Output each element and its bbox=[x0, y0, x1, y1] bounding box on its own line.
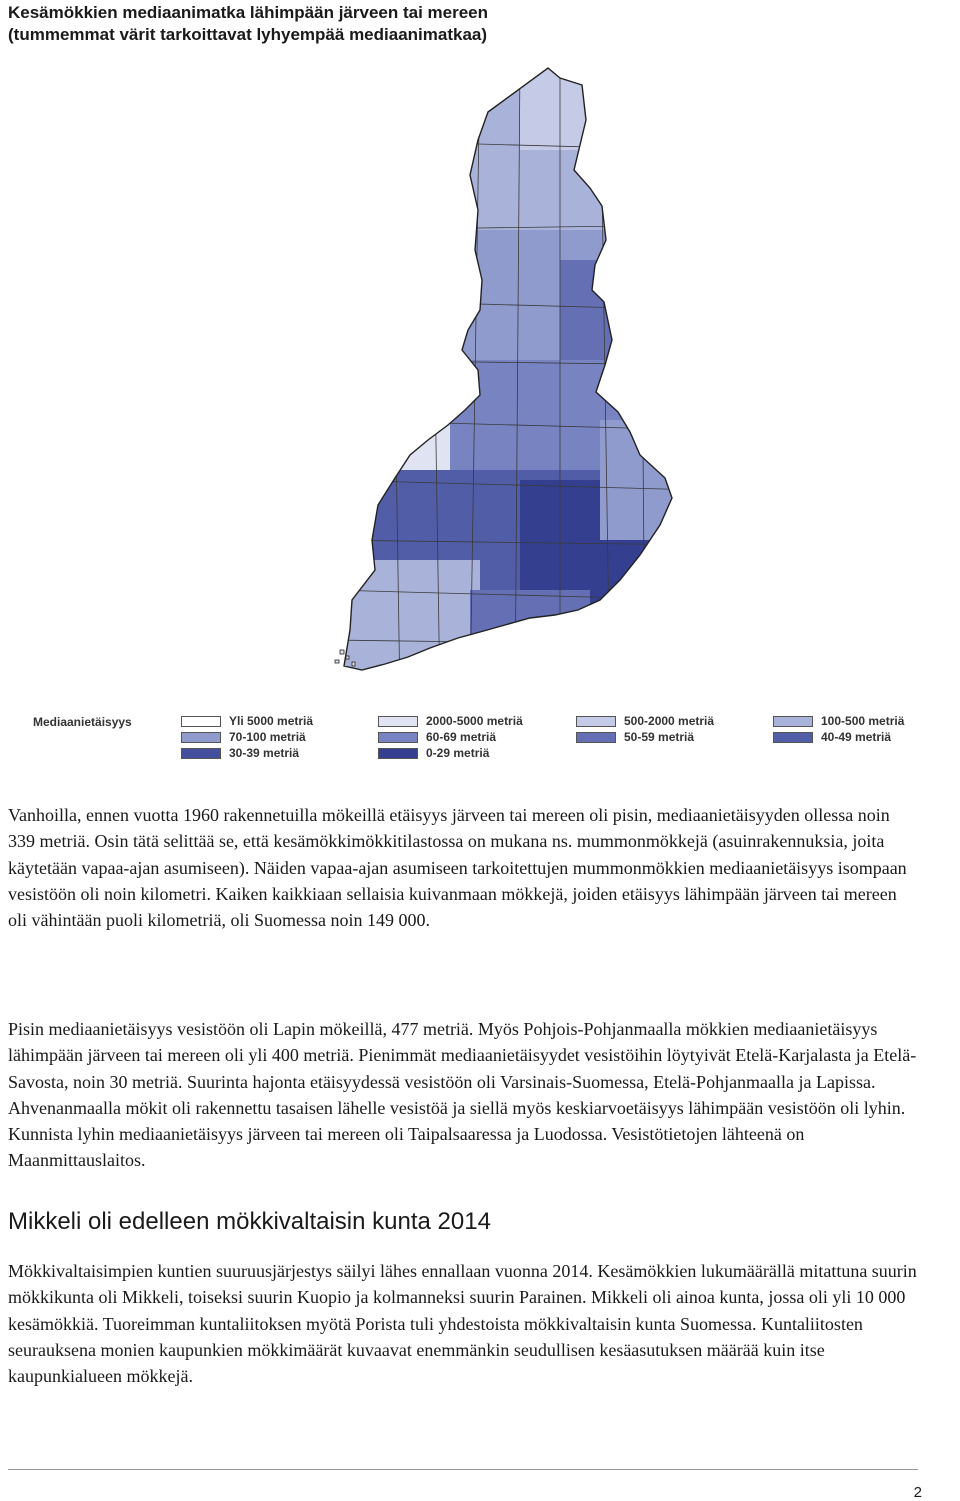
legend-label-8: 30-39 metriä bbox=[229, 746, 300, 760]
legend-item-2 bbox=[576, 713, 714, 729]
map-svg bbox=[0, 52, 960, 712]
footer-rule bbox=[8, 1469, 918, 1470]
legend-item-0 bbox=[181, 713, 313, 729]
legend-swatch-9 bbox=[378, 748, 418, 759]
legend-label-5: 60-69 metriä bbox=[426, 730, 497, 744]
legend-swatch-3 bbox=[773, 716, 813, 727]
legend-item-7 bbox=[773, 729, 891, 745]
map-regions bbox=[330, 60, 690, 680]
map-legend bbox=[0, 708, 960, 768]
legend-item-3 bbox=[773, 713, 904, 729]
legend-label-4: 70-100 metriä bbox=[229, 730, 306, 744]
legend-label-7: 40-49 metriä bbox=[821, 730, 892, 744]
finland-choropleth-map bbox=[0, 52, 960, 712]
legend-label-2: 500-2000 metriä bbox=[624, 714, 715, 728]
map-region-lapland-south bbox=[330, 230, 690, 360]
map-region-south bbox=[470, 590, 590, 680]
legend-label-0: Yli 5000 metriä bbox=[229, 714, 314, 728]
legend-item-9 bbox=[378, 745, 489, 761]
legend-item-1 bbox=[378, 713, 523, 729]
section-heading: Mikkeli oli edelleen mökkivaltaisin kunta 2014 bbox=[8, 1208, 491, 1235]
map-region-lapland-northwest bbox=[330, 60, 425, 230]
legend-item-5 bbox=[378, 729, 496, 745]
legend-title: Mediaanietäisyys bbox=[33, 715, 132, 729]
figure-title-line1: Kesämökkien mediaanimatka lähimpään järveen tai mereen bbox=[8, 3, 489, 22]
legend-swatch-7 bbox=[773, 732, 813, 743]
legend-item-8 bbox=[181, 745, 299, 761]
legend-label-9: 0-29 metriä bbox=[426, 746, 490, 760]
figure-title bbox=[8, 2, 908, 46]
legend-swatch-1 bbox=[378, 716, 418, 727]
legend-swatch-6 bbox=[576, 732, 616, 743]
legend-item-6 bbox=[576, 729, 694, 745]
legend-swatch-8 bbox=[181, 748, 221, 759]
page-number: 2 bbox=[913, 1484, 922, 1501]
legend-swatch-5 bbox=[378, 732, 418, 743]
legend-label-3: 100-500 metriä bbox=[821, 714, 905, 728]
map-region-north-karelia bbox=[600, 420, 690, 540]
legend-item-4 bbox=[181, 729, 306, 745]
legend-swatch-4 bbox=[181, 732, 221, 743]
legend-swatch-0 bbox=[181, 716, 221, 727]
paragraph-3: Mökkivaltaisimpien kuntien suuruusjärjestys säilyi lähes ennallaan vuonna 2014. Kesämökkien lukumäärällä mitattuna suurin mökkikunta oli Mikkeli, toiseksi suurin Kuopio ja kolmanneksi suurin Parainen. Mikkeli oli ainoa kunta, jossa oli yli 10 000 kesämökkiä. Tuoreimman kuntaliitoksen myötä Porista tuli yhdestoista mökkivaltaisin kunta Suomessa. Kuntaliitosten seurauksena monien kaupunkien mökkimäärät kuvaavat enemmänkin seudullisen kesäasutuksen määrää kuin itse kaupunkialueen mökkejä. bbox=[8, 1261, 917, 1387]
paragraph-1: Vanhoilla, ennen vuotta 1960 rakennetuilla mökeillä etäisyys järveen tai mereen oli pisin, mediaanietäisyyden ollessa noin 339 metriä. Osin tätä selittää se, että kesämökkimökkitilastossa on mukana ns. mummonmökkejä (asuinrakennuksia, joita käytetään vapaa-ajan asumiseen). Näiden vapaa-ajan asumiseen tarkoitettujen mummonmökkien mediaanietäisyys isompaan vesistöön oli noin kilometri. Kaiken kaikkiaan sellaisia kuivanmaan mökkejä, joiden etäisyys lähimpään järveen tai mereen oli vähintään puoli kilometriä, oli Suomessa noin 149 000. bbox=[8, 805, 907, 931]
legend-label-6: 50-59 metriä bbox=[624, 730, 695, 744]
paragraph-2: Pisin mediaanietäisyys vesistöön oli Lapin mökeillä, 477 metriä. Myös Pohjois-Pohjanmaalla mökkien mediaanietäisyys lähimpään järveen tai mereen oli yli 400 metriä. Pienimmät mediaanietäisyydet vesistöihin löytyivät Etelä-Karjalasta ja Etelä-Savosta, noin 30 metriä. Suurinta hajonta etäisyydessä vesistöön oli Varsinais-Suomessa, Etelä-Pohjanmaalla ja Lapissa. Ahvenanmaalla mökit oli rakennettu tasaisen lähelle vesistöä ja siellä myös keskiarvoetäisyys lähimpään vesistöön oli lyhin. Kunnista lyhin mediaanietäisyys järveen tai mereen oli Taipalsaaressa ja Luodossa. Vesistötietojen lähteenä on Maanmittauslaitos. bbox=[8, 1019, 917, 1171]
legend-swatch-2 bbox=[576, 716, 616, 727]
legend-label-1: 2000-5000 metriä bbox=[426, 714, 523, 728]
figure-title-line2: (tummemmat värit tarkoittavat lyhyempää mediaanimatkaa) bbox=[8, 25, 488, 44]
